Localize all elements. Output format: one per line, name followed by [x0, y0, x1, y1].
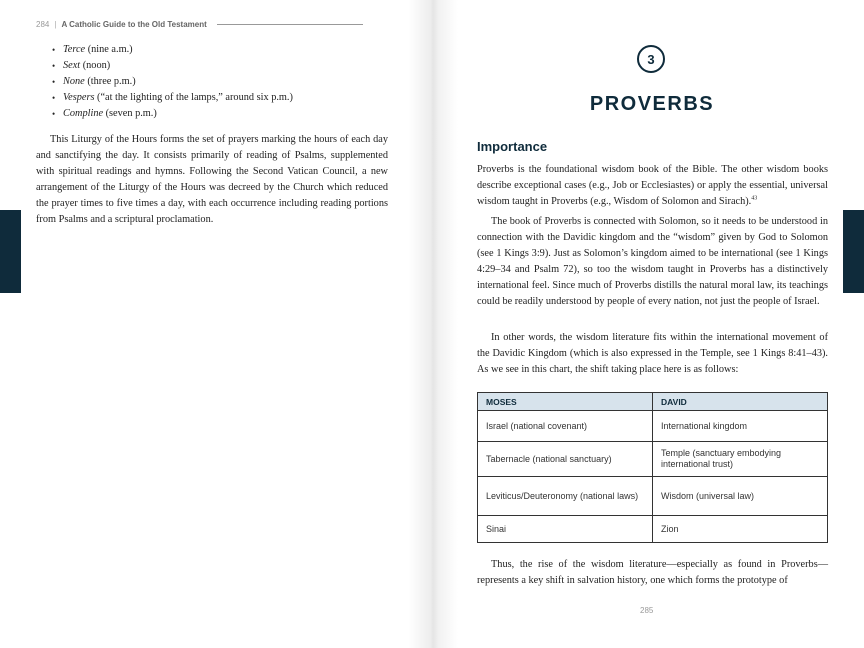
- liturgy-paragraph: This Liturgy of the Hours forms the set of prayers marking the hours of each day and sanctifying the day. It consists primarily of reading of Psalms, supplemented with spiritual readings and hymns. Following the Second Vatican Council, a new arrangement of the Liturgy of the Hours was decreed by the Church which reduced the prayer times to five times a day, with each occurrence including reading portions from Psalms and a scriptural proclamation.: [36, 134, 388, 225]
- section-heading: Importance: [477, 139, 548, 154]
- table-row: [478, 516, 828, 543]
- running-head-rule: [217, 24, 363, 25]
- prayer-hours-list: [52, 42, 293, 122]
- table-cell: Zion: [653, 516, 828, 543]
- table-cell: Israel (national covenant): [478, 411, 653, 442]
- table-cell: Leviticus/Deuteronomy (national laws): [478, 477, 653, 516]
- importance-paragraph-2: The book of Proverbs is connected with Solomon, so it needs to be understood in connection with the Davidic kingdom and the “wisdom” given by God to Solomon (see 1 Kings 3:9). Just as Solomon’s kingdom aimed to be international (see 1 Kings 4:29–34 and Psalm 72), so too the wisdom taught in Proverbs has a distinctively international feel. Since much of Proverbs distills the natural moral law, its teachings could be readily understood by people of every nation, not just the people of Israel.: [477, 216, 828, 307]
- list-item: [52, 106, 293, 122]
- column-header-moses: MOSES: [478, 393, 653, 411]
- list-item: [52, 74, 293, 90]
- left-thumb-tab: [0, 210, 21, 293]
- running-head-separator: |: [54, 20, 57, 29]
- list-item-detail: (“at the lighting of the lamps,” around six p.m.): [94, 92, 293, 104]
- table-row: [478, 442, 828, 477]
- chapter-title: PROVERBS: [589, 93, 715, 115]
- list-item-detail: (seven p.m.): [103, 108, 157, 120]
- table-cell: Tabernacle (national sanctuary): [478, 442, 653, 477]
- list-item: [52, 42, 293, 58]
- list-item-term: Sext: [63, 60, 81, 72]
- column-header-david: DAVID: [653, 393, 828, 411]
- list-item-detail: (nine a.m.): [85, 44, 133, 55]
- table-row: [478, 477, 828, 516]
- chapter-number: 3: [647, 51, 655, 67]
- importance-paragraph-3: In other words, the wisdom literature fits within the international movement of the Davidic Kingdom (which is also expressed in the Temple, see 1 Kings 8:41–43). As we see in this chart, the shift taking place here is as follows:: [477, 332, 828, 375]
- list-item-term: Compline: [63, 108, 104, 120]
- table-cell: International kingdom: [653, 411, 828, 442]
- list-item-detail: (three p.m.): [84, 76, 136, 88]
- list-item: [52, 90, 293, 106]
- right-thumb-tab: [843, 210, 864, 293]
- table-cell: Wisdom (universal law): [653, 477, 828, 516]
- book-title: A Catholic Guide to the Old Testament: [61, 20, 207, 29]
- list-item-term: Vespers: [63, 92, 95, 104]
- list-item: [52, 58, 293, 74]
- importance-paragraph-1: [477, 162, 828, 210]
- table-row: [478, 411, 828, 442]
- running-head: [36, 20, 363, 29]
- table-cell: Temple (sanctuary embodying international trust): [653, 442, 828, 477]
- conclusion-paragraph: Thus, the rise of the wisdom literature—especially as found in Proverbs—represents a key shift in salvation history, one which forms the prototype of: [477, 559, 828, 586]
- table-cell: Sinai: [478, 516, 653, 543]
- left-page-number: 284: [36, 20, 50, 29]
- list-item-term: Terce: [63, 44, 86, 55]
- list-item-detail: (noon): [80, 60, 111, 72]
- chapter-number-badge: [637, 45, 665, 73]
- book-gutter: [408, 0, 458, 648]
- list-item-term: None: [63, 76, 85, 88]
- paragraph-text: Proverbs is the foundational wisdom book of the Bible. The other wisdom books describe exceptional cases (e.g., Job or Ecclesiastes) or apply the essential, universal wisdom taught in Proverbs (e.g., Wisdom of Solomon and Sirach).: [477, 164, 828, 207]
- moses-david-table: [477, 392, 828, 543]
- footnote-marker: 43: [751, 195, 758, 202]
- table-header-row: [478, 393, 828, 411]
- right-page-number: 285: [640, 606, 654, 615]
